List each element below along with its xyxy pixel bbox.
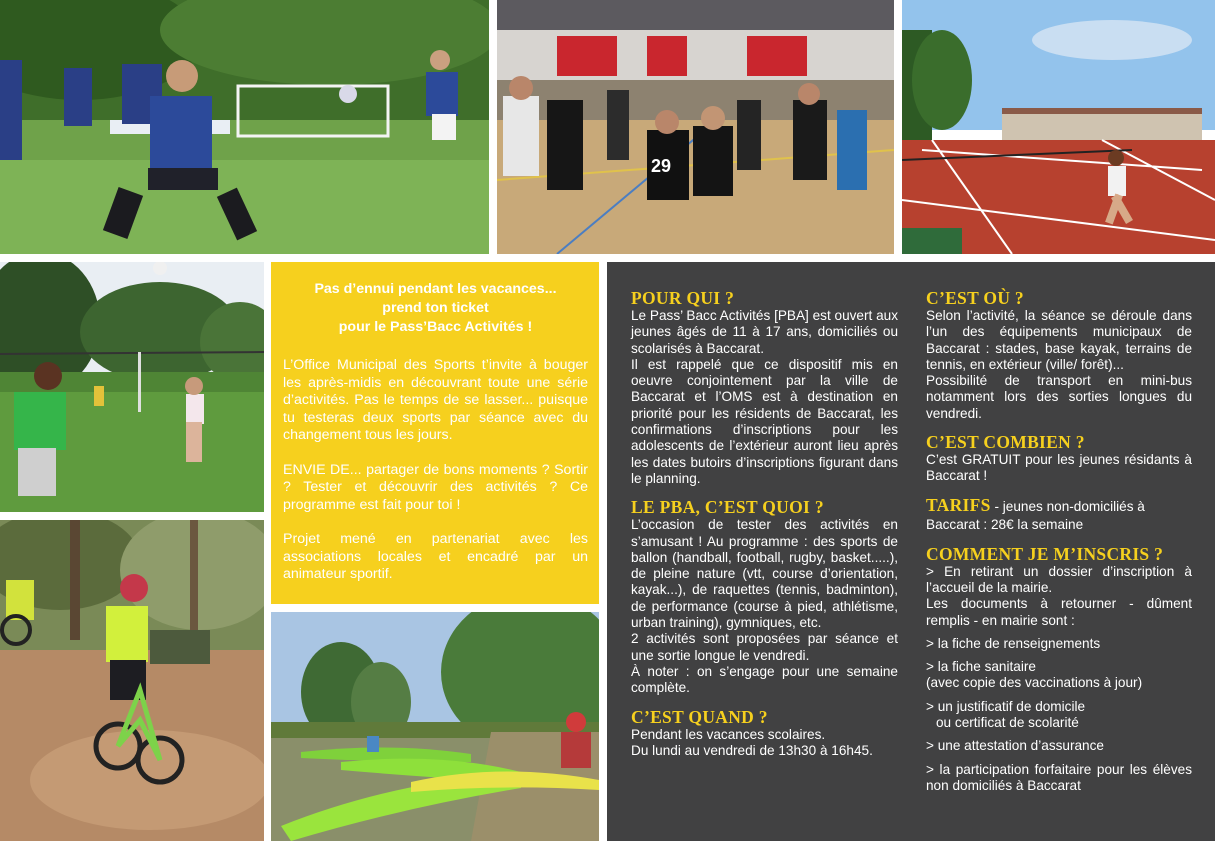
tarifs-heading: TARIFS (926, 494, 991, 515)
inscris-item-1: > la fiche de renseignements (926, 635, 1101, 651)
ou-text-1: Selon l’activité, la séance se déroule dans l’un des équipements municipaux de Baccarat : stades, base kayak, terrains de tennis, en extérieur (ville/ forêt)... (926, 308, 1192, 372)
info-column-left (631, 288, 898, 759)
pba-text-3: À noter : on s’engage pour une semaine complète. (631, 663, 898, 696)
intro-heading-line2: prend ton ticket (382, 300, 489, 316)
quand-line-2: Du lundi au vendredi de 13h30 à 16h45. (631, 742, 873, 758)
tarifs-text: - jeunes non-domiciliés à Baccarat : 28€ la semaine (926, 498, 1145, 532)
quand-heading: C’EST QUAND ? (631, 706, 768, 727)
intro-heading (283, 280, 588, 337)
intro-paragraph-3: Projet mené en partenariat avec les associations locales et encadré par un animateur sportif. (283, 531, 588, 582)
inscris-text-2: Les documents à retourner - dûment remplis - en mairie sont : (926, 596, 1192, 628)
volleyball-field-photo (0, 262, 264, 512)
gym-group-photo (497, 0, 894, 254)
football-goalkeeper-photo (0, 0, 489, 254)
tennis-court-photo (902, 0, 1215, 254)
pba-text-2: 2 activités sont proposées par séance et une sortie longue le vendredi. (631, 631, 898, 663)
pba-text-1: L’occasion de tester des activités en s’amusant ! Au programme : des sports de ballon (handball, football, rugby, basket.....), de pleine nature (vtt, course d’orientation, kayak...), de raquettes (tennis, badminton), de performance (course à pied, athlétisme, urban training), gymniques, etc. (631, 517, 898, 631)
mountain-bike-photo (0, 520, 264, 841)
inscris-text-1: > En retirant un dossier d’inscription à l’accueil de la mairie. (926, 563, 1192, 595)
ou-text-2: Possibilité de transport en mini-bus notamment lors des sorties longues du vendredi. (926, 373, 1192, 421)
inscris-item-5: > la participation forfaitaire pour les élèves non domiciliés à Baccarat (926, 761, 1192, 793)
inscris-heading: COMMENT JE M’INSCRIS ? (926, 543, 1164, 564)
pour-qui-text-1: Le Pass’ Bacc Activités [PBA] est ouvert aux jeunes âgés de 11 à 17 ans, domiciliés ou scolarisés à Baccarat. (631, 308, 898, 356)
inscris-item-4: > une attestation d’assurance (926, 738, 1104, 754)
intro-paragraph-1: L’Office Municipal des Sports t’invite à bouger les après-midis en découvrant toute une série d’activités. Pas le temps de se lasser... puisque tu testeras deux sports par séance avec du changement tous les jours. (283, 357, 588, 443)
kayak-river-photo (271, 612, 599, 841)
inscris-item-2: > la fiche sanitaire (926, 659, 1036, 675)
combien-text: C’est GRATUIT pour les jeunes résidants à Baccarat ! (926, 452, 1192, 484)
pba-heading: LE PBA, C’EST QUOI ? (631, 497, 824, 518)
info-panel (607, 262, 1215, 841)
jersey-number: 29 (651, 156, 672, 176)
info-column-right (926, 288, 1192, 794)
inscris-item-3-alt: ou certificat de scolarité (936, 715, 1079, 731)
intro-heading-line3: pour le Pass’Bacc Activités ! (338, 319, 533, 335)
quand-line-1: Pendant les vacances scolaires. (631, 726, 826, 742)
inscris-item-3: > un justificatif de domicile (926, 698, 1086, 714)
combien-heading: C’EST COMBIEN ? (926, 432, 1085, 453)
ou-heading: C’EST OÙ ? (926, 288, 1024, 308)
tarifs-block (926, 495, 1192, 534)
intro-heading-line1: Pas d’ennui pendant les vacances... (314, 281, 557, 297)
pour-qui-text-2: Il est rappelé que ce dispositif mis en oeuvre conjointement par la ville de Baccarat et l’OMS est à destination en priorité pour les résidents de Baccarat, les confirmations d’inscriptions pour les adolescents de l’extérieur auront lieu après les dates butoirs d’inscriptions figurant dans le planning. (631, 356, 898, 486)
intro-box (271, 262, 599, 604)
pour-qui-heading: POUR QUI ? (631, 288, 735, 308)
intro-paragraph-2: ENVIE DE... partager de bons moments ? Sortir ? Tester et découvrir des activités ? Ce programme est fait pour toi ! (283, 461, 588, 513)
inscris-item-2-note: (avec copie des vaccinations à jour) (926, 675, 1143, 691)
